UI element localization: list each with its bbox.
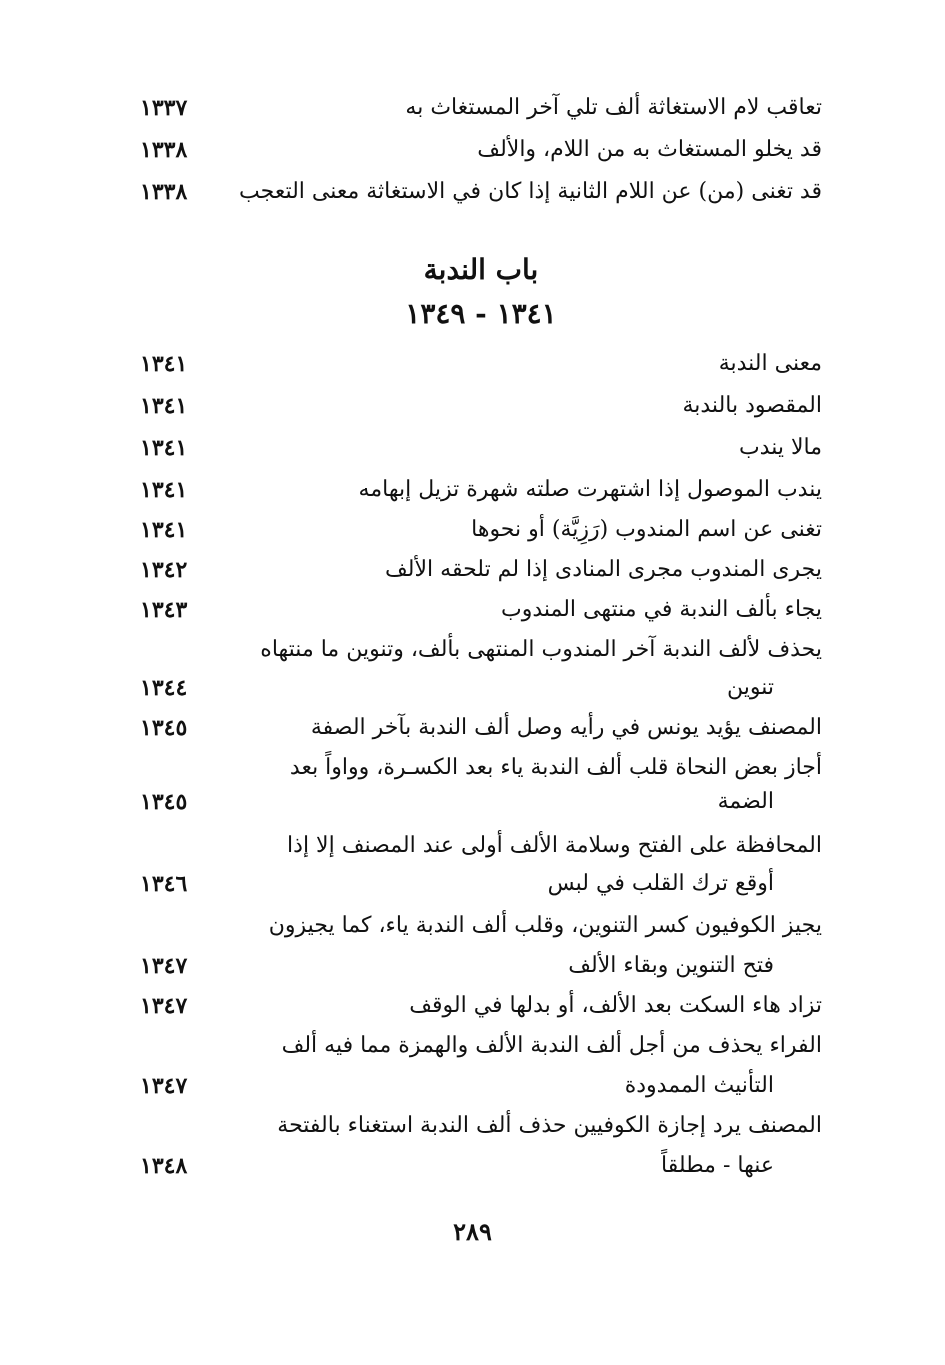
entry-text: تعاقب لام الاستغاثة ألف تلي آخر المستغاث به: [405, 95, 822, 120]
entry-text: المقصود بالندبة: [682, 393, 822, 418]
entry-text: يجرى المندوب مجرى المنادى إذا لم تلحقه الألف: [385, 557, 822, 582]
entry-page-number: ١٣٣٨: [140, 179, 188, 205]
section-title: باب الندبة: [423, 253, 539, 286]
index-entry-continuation: [140, 782, 822, 822]
entry-page-number: ١٣٤١: [140, 477, 188, 503]
entry-page-number: ١٣٣٨: [140, 137, 188, 163]
entry-text-continuation: فتح التنوين وبقاء الألف: [568, 953, 774, 978]
index-entry-continuation: [140, 1146, 822, 1186]
entry-page-number: ١٣٤١: [140, 517, 188, 543]
entry-text: يندب الموصول إذا اشتهرت صلته شهرة تزيل إبهامه: [358, 477, 822, 502]
entry-page-number: ١٣٤٥: [140, 715, 188, 741]
index-entry: [140, 386, 822, 426]
entry-text: تغنى عن اسم المندوب (رَزِيَّة) أو نحوها: [471, 517, 822, 542]
entry-text: أجاز بعض النحاة قلب ألف الندبة ياء بعد الكسـرة، وواواً بعد: [289, 755, 822, 780]
entry-page-number: ١٣٤٦: [140, 871, 188, 897]
entry-page-number: ١٣٤١: [140, 393, 188, 419]
index-entry-continuation: [140, 946, 822, 986]
entry-text: مالا يندب: [738, 435, 822, 460]
index-entry: [140, 986, 822, 1026]
index-entry: [140, 428, 822, 468]
entry-text: يجاء بألف الندبة في منتهى المندوب: [500, 597, 822, 622]
index-entry: [140, 906, 822, 946]
index-entry-continuation: [140, 864, 822, 904]
index-entry: [140, 630, 822, 670]
entry-text-continuation: التأنيث الممدودة: [624, 1073, 774, 1098]
index-entry: [140, 590, 822, 630]
index-entry: [140, 172, 822, 212]
index-entry: [140, 1026, 822, 1066]
index-entry: [140, 550, 822, 590]
index-entry: [140, 344, 822, 384]
entry-page-number: ١٣٤١: [140, 351, 188, 377]
index-entry: [140, 88, 822, 128]
entry-text: المحافظة على الفتح وسلامة الألف أولى عند المصنف إلا إذا: [287, 833, 822, 858]
index-entry: [140, 826, 822, 866]
entry-page-number: ١٣٤٣: [140, 597, 188, 623]
section-page-range: ١٣٤١ - ١٣٤٩: [405, 297, 557, 330]
entry-page-number: ١٣٤٧: [140, 993, 188, 1019]
entry-page-number: ١٣٤١: [140, 435, 188, 461]
entry-text: المصنف يؤيد يونس في رأيه وصل ألف الندبة بآخر الصفة: [310, 715, 822, 740]
index-entry: [140, 130, 822, 170]
entry-text: معنى الندبة: [718, 351, 822, 376]
index-entry: [140, 470, 822, 510]
entry-text: الفراء يحذف من أجل ألف الندبة الألف والهمزة مما فيه ألف: [281, 1033, 822, 1058]
entry-text: يجيز الكوفيون كسر التنوين، وقلب ألف الندبة ياء، كما يجيزون: [268, 913, 822, 938]
entry-text: تزاد هاء السكت بعد الألف، أو بدلها في الوقف: [409, 993, 822, 1018]
entry-text-continuation: أوقع ترك القلب في لبس: [547, 871, 774, 896]
entry-page-number: ١٣٤٥: [140, 789, 188, 815]
index-entry: [140, 1106, 822, 1146]
entry-page-number: ١٣٤٢: [140, 557, 188, 583]
entry-page-number: ١٣٤٧: [140, 1073, 188, 1099]
entry-page-number: ١٣٤٧: [140, 953, 188, 979]
page-number: ٢٨٩: [453, 1217, 492, 1246]
entry-text-continuation: الضمة: [717, 789, 774, 814]
entry-page-number: ١٣٣٧: [140, 95, 188, 121]
index-entry-continuation: [140, 1066, 822, 1106]
entry-page-number: ١٣٤٤: [140, 675, 188, 701]
entry-text: يحذف لألف الندبة آخر المندوب المنتهى بألف، وتنوين ما منتهاه: [260, 637, 822, 662]
entry-text: قد يخلو المستغاث به من اللام، والألف: [477, 137, 822, 162]
entry-page-number: ١٣٤٨: [140, 1153, 188, 1179]
entry-text-continuation: تنوين: [727, 675, 774, 700]
index-entry: [140, 510, 822, 550]
entry-text: المصنف يرد إجازة الكوفيين حذف ألف الندبة استغناء بالفتحة: [277, 1113, 822, 1138]
index-entry: [140, 708, 822, 748]
entry-text-continuation: عنها - مطلقاً: [661, 1153, 774, 1178]
index-entry-continuation: [140, 668, 822, 708]
entry-text: قد تغنى (من) عن اللام الثانية إذا كان في الاستغاثة معنى التعجب: [239, 179, 822, 204]
